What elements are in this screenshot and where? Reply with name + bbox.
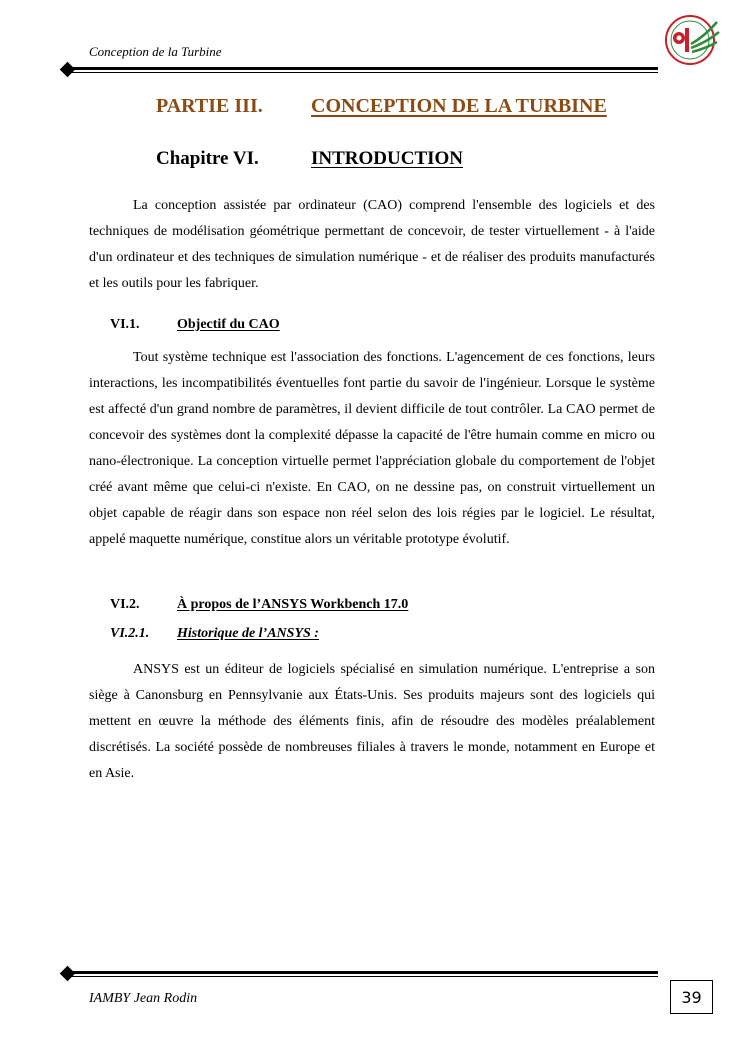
subsection-title-historique: Historique de l’ANSYS : xyxy=(177,626,319,641)
objectif-paragraph: Tout système technique est l'association des fonctions. L'agencement de ces fonctions, leurs interactions, les incompatibilités éventuelles font partie du savoir de l'ingénieur. Lorsque le système est affecté d'un grand nombre de paramètres, il devient difficile de tout contrôler. La CAO permet de concevoir des systèmes dont la complexité dépasse la capacité de l'être humain comme en micro ou nano-électronique. La conception virtuelle permet l'appréciation globale du comportement de l'objet créé avant même que celui-ci n'existe. En CAO, on ne dessine pas, on construit virtuellement un objet capable de réagir dans son espace non réel selon des lois régies par le logiciel. Le résultat, appelé maquette numérique, constitue alors un véritable prototype évolutif. xyxy=(89,350,655,547)
header-rule xyxy=(62,63,658,77)
section-number-ansys: VI.2. xyxy=(110,597,140,612)
subsection-number-historique: VI.2.1. xyxy=(110,626,150,641)
chapter-number: Chapitre VI. xyxy=(156,148,259,169)
section-number-objectif: VI.1. xyxy=(110,317,140,332)
institution-logo-icon xyxy=(661,14,723,66)
chapter-title: INTRODUCTION xyxy=(311,148,464,169)
section-title-ansys: À propos de l’ANSYS Workbench 17.0 xyxy=(177,597,409,612)
part-number: PARTIE III. xyxy=(156,95,263,117)
section-title-objectif: Objectif du CAO xyxy=(177,317,280,332)
historique-paragraph: ANSYS est un éditeur de logiciels spécialisé en simulation numérique. L'entreprise a son siège à Canonsburg en Pennsylvanie aux États-Unis. Ses produits majeurs sont des logiciels qui mettent en œuvre la méthode des éléments finis, afin de résoudre des modèles préalablement discrétisés. La société possède de nombreuses filiales à travers le monde, notamment en Europe et en Asie. xyxy=(89,662,655,781)
running-header: Conception de la Turbine xyxy=(89,44,222,59)
part-title: CONCEPTION DE LA TURBINE xyxy=(311,95,607,117)
footer-rule xyxy=(62,967,658,981)
intro-paragraph: La conception assistée par ordinateur (CAO) comprend l'ensemble des logiciels et des techniques de modélisation géométrique permettant de concevoir, de tester virtuellement - à l'aide d'un ordinateur et des techniques de simulation numérique - et de réaliser des produits manufacturés et les outils pour les fabriquer. xyxy=(89,198,655,291)
footer-author: IAMBY Jean Rodin xyxy=(89,991,198,1006)
page-number: 39 xyxy=(670,980,713,1014)
